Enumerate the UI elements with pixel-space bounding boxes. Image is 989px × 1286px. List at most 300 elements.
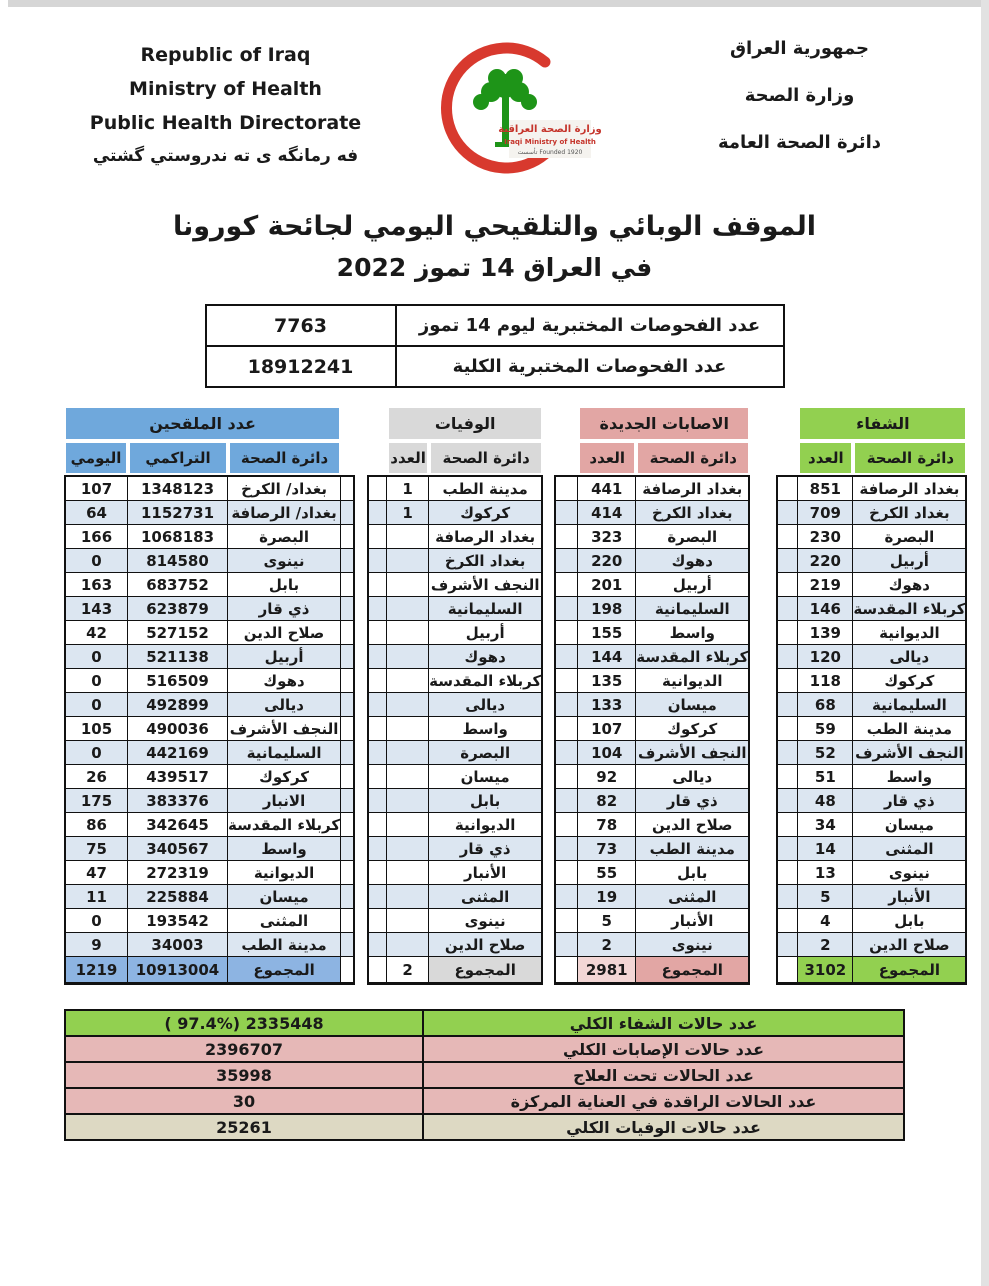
spacer-cell: [367, 441, 387, 475]
directorate-name: بغداد الرصافة: [429, 525, 543, 549]
column-header-daily: اليومي: [64, 441, 128, 475]
spacer-cell: [367, 645, 387, 669]
cumulative-count: 383376: [128, 789, 228, 813]
header-line-kurdish: فه رمانگه ى ته ندروستي گشتي: [92, 146, 359, 166]
cumulative-count: 1068183: [128, 525, 228, 549]
spacer-cell: [367, 837, 387, 861]
spacer-cell: [341, 693, 355, 717]
lab-tests-table: [205, 304, 785, 388]
recovered-count: 851: [798, 475, 853, 501]
directorate-name: ديالى: [228, 693, 341, 717]
directorate-name: الأنبار: [429, 861, 543, 885]
spacer-cell: [367, 813, 387, 837]
new-cases-count: 323: [578, 525, 636, 549]
column-header-count: العدد: [798, 441, 853, 475]
total-label: المجموع: [853, 957, 967, 985]
recovered-count: 13: [798, 861, 853, 885]
spacer-cell: [554, 621, 578, 645]
recovered-row: [776, 669, 967, 693]
deaths-row: [367, 837, 543, 861]
deaths-count: [387, 813, 429, 837]
vaccinated-row: [64, 741, 355, 765]
directorate-name: ميسان: [228, 885, 341, 909]
spacer-cell: [341, 525, 355, 549]
lab-tests-row: [206, 346, 784, 387]
daily-count: 0: [64, 909, 128, 933]
spacer-cell: [554, 741, 578, 765]
column-header-directorate: دائرة الصحة: [228, 441, 341, 475]
directorate-name: ديالى: [636, 765, 750, 789]
directorate-name: واسط: [228, 837, 341, 861]
deaths-row: [367, 621, 543, 645]
spacer-cell: [341, 475, 355, 501]
new-cases-count: 201: [578, 573, 636, 597]
recovered-count: 709: [798, 501, 853, 525]
directorate-name: الديوانية: [636, 669, 750, 693]
new-cases-row: [554, 885, 750, 909]
recovered-row: [776, 813, 967, 837]
spacer-cell: [776, 475, 798, 501]
directorate-name: النجف الأشرف: [853, 741, 967, 765]
summary-value: 2396707: [65, 1036, 423, 1062]
directorate-name: أربيل: [636, 573, 750, 597]
summary-value: 35998: [65, 1062, 423, 1088]
vaccinated-row: [64, 909, 355, 933]
daily-count: 166: [64, 525, 128, 549]
deaths-count: [387, 885, 429, 909]
new-cases-count: 5: [578, 909, 636, 933]
spacer-cell: [776, 741, 798, 765]
total-label: المجموع: [429, 957, 543, 985]
spacer-cell: [776, 645, 798, 669]
cumulative-count: 623879: [128, 597, 228, 621]
directorate-name: دهوك: [853, 573, 967, 597]
spacer-cell: [776, 621, 798, 645]
new-cases-row: [554, 501, 750, 525]
deaths-row: [367, 885, 543, 909]
logo-founded-text: تأسست Founded 1920: [517, 149, 583, 156]
deaths-row: [367, 597, 543, 621]
recovered-row: [776, 861, 967, 885]
recovered-row: [776, 717, 967, 741]
directorate-name: نينوى: [636, 933, 750, 957]
spacer-cell: [554, 525, 578, 549]
summary-value: 25261: [65, 1114, 423, 1140]
directorate-name: كركوك: [636, 717, 750, 741]
report-header: [0, 0, 989, 198]
deaths-row: [367, 501, 543, 525]
recovered-count: 68: [798, 693, 853, 717]
cumulative-count: 516509: [128, 669, 228, 693]
directorate-name: الأنبار: [636, 909, 750, 933]
spacer-cell: [554, 789, 578, 813]
directorate-name: مدينة الطب: [853, 717, 967, 741]
directorate-name: بغداد/ الرصافة: [228, 501, 341, 525]
spacer-cell: [367, 597, 387, 621]
spacer-cell: [341, 669, 355, 693]
new-cases-count: 55: [578, 861, 636, 885]
directorate-name: كربلاء المقدسة: [853, 597, 967, 621]
directorate-name: كركوك: [228, 765, 341, 789]
recovered-count: 139: [798, 621, 853, 645]
summary-row: [65, 1114, 904, 1140]
lab-tests-label: عدد الفحوصات المختبرية ليوم 14 تموز: [396, 305, 784, 346]
spacer-cell: [341, 597, 355, 621]
spacer-cell: [341, 861, 355, 885]
spacer-cell: [554, 717, 578, 741]
daily-count: 175: [64, 789, 128, 813]
vaccinated-row: [64, 885, 355, 909]
vaccinated-row: [64, 861, 355, 885]
directorate-name: ميسان: [429, 765, 543, 789]
directorate-name: المثنى: [853, 837, 967, 861]
spacer-cell: [367, 693, 387, 717]
cumulative-count: 442169: [128, 741, 228, 765]
cumulative-count: 683752: [128, 573, 228, 597]
deaths-column-headers: [367, 441, 543, 475]
spacer-cell: [341, 441, 355, 475]
recovered-total-row: [776, 957, 967, 985]
recovered-count: 146: [798, 597, 853, 621]
directorate-name: كربلاء المقدسة: [228, 813, 341, 837]
spacer-cell: [367, 501, 387, 525]
directorate-name: النجف الأشرف: [228, 717, 341, 741]
spacer-cell: [554, 837, 578, 861]
deaths-count: [387, 741, 429, 765]
spacer-cell: [367, 789, 387, 813]
spacer-cell: [367, 549, 387, 573]
summary-label: عدد الحالات تحت العلاج: [423, 1062, 904, 1088]
summary-row: [65, 1036, 904, 1062]
directorate-name: السليمانية: [228, 741, 341, 765]
spacer-cell: [776, 717, 798, 741]
vaccinated-row: [64, 717, 355, 741]
spacer-cell: [776, 501, 798, 525]
cumulative-count: 521138: [128, 645, 228, 669]
summary-row: [65, 1062, 904, 1088]
summary-label: عدد حالات الإصابات الكلي: [423, 1036, 904, 1062]
vaccinated-column-headers: [64, 441, 355, 475]
vaccinated-row: [64, 525, 355, 549]
directorate-name: البصرة: [228, 525, 341, 549]
new-cases-count: 2: [578, 933, 636, 957]
new-cases-row: [554, 549, 750, 573]
new-cases-count: 133: [578, 693, 636, 717]
daily-count: 11: [64, 885, 128, 909]
recovered-row: [776, 549, 967, 573]
directorate-name: السليمانية: [636, 597, 750, 621]
spacer-cell: [776, 813, 798, 837]
vaccinated-row: [64, 813, 355, 837]
cumulative-count: 1348123: [128, 475, 228, 501]
directorate-name: دهوك: [228, 669, 341, 693]
new-cases-count: 92: [578, 765, 636, 789]
deaths-row: [367, 573, 543, 597]
new-cases-count: 414: [578, 501, 636, 525]
directorate-name: صلاح الدين: [853, 933, 967, 957]
cumulative-count: 1152731: [128, 501, 228, 525]
spacer-cell: [367, 741, 387, 765]
vaccinated-row: [64, 573, 355, 597]
total-recovered-count: 3102: [798, 957, 853, 985]
spacer-cell: [776, 525, 798, 549]
recovered-count: 219: [798, 573, 853, 597]
deaths-count: [387, 573, 429, 597]
lab-tests-value: 18912241: [206, 346, 396, 387]
directorate-name: نينوى: [228, 549, 341, 573]
deaths-row: [367, 789, 543, 813]
spacer-cell: [776, 765, 798, 789]
recovered-count: 52: [798, 741, 853, 765]
directorate-name: الأنبار: [853, 885, 967, 909]
vaccinated-table-title: عدد الملقحين: [64, 406, 341, 441]
daily-count: 0: [64, 741, 128, 765]
vaccinated-row: [64, 933, 355, 957]
daily-count: 64: [64, 501, 128, 525]
vaccinated-table: [64, 406, 355, 985]
column-header-directorate: دائرة الصحة: [429, 441, 543, 475]
logo-arabic-name: وزارة الصحة العراقية: [498, 124, 602, 135]
spacer-cell: [554, 475, 578, 501]
deaths-count: [387, 669, 429, 693]
directorate-name: بغداد الرصافة: [853, 475, 967, 501]
directorate-name: نينوى: [853, 861, 967, 885]
new-cases-row: [554, 475, 750, 501]
deaths-row: [367, 717, 543, 741]
deaths-row: [367, 525, 543, 549]
daily-count: 0: [64, 549, 128, 573]
summary-value: ( 97.4%) 2335448: [65, 1010, 423, 1036]
header-line-arabic: وزارة الصحة: [744, 85, 855, 106]
spacer-cell: [554, 693, 578, 717]
spacer-cell: [341, 549, 355, 573]
header-english-block: [38, 38, 413, 172]
recovered-count: 230: [798, 525, 853, 549]
new-cases-row: [554, 573, 750, 597]
header-line-english: Ministry of Health: [129, 78, 322, 100]
header-arabic-block: [672, 38, 927, 179]
new-cases-row: [554, 861, 750, 885]
cumulative-count: 34003: [128, 933, 228, 957]
spacer-cell: [367, 885, 387, 909]
recovered-table: [776, 406, 967, 985]
new-cases-count: 198: [578, 597, 636, 621]
spacer-cell: [341, 813, 355, 837]
deaths-count: [387, 861, 429, 885]
cumulative-count: 193542: [128, 909, 228, 933]
spacer-cell: [554, 645, 578, 669]
total-deaths-count: 2: [387, 957, 429, 985]
spacer-cell: [554, 573, 578, 597]
new-cases-row: [554, 693, 750, 717]
spacer-cell: [367, 909, 387, 933]
recovered-count: 51: [798, 765, 853, 789]
spacer-cell: [554, 501, 578, 525]
vaccinated-row: [64, 837, 355, 861]
directorate-name: ذي قار: [228, 597, 341, 621]
vaccinated-row: [64, 693, 355, 717]
total-new-cases-count: 2981: [578, 957, 636, 985]
directorate-name: كربلاء المقدسة: [636, 645, 750, 669]
spacer-cell: [776, 549, 798, 573]
recovered-row: [776, 741, 967, 765]
recovered-count: 5: [798, 885, 853, 909]
directorate-name: النجف الأشرف: [429, 573, 543, 597]
directorate-name: المثنى: [429, 885, 543, 909]
directorate-name: بغداد/ الكرخ: [228, 475, 341, 501]
new-cases-row: [554, 789, 750, 813]
recovered-count: 4: [798, 909, 853, 933]
recovered-row: [776, 525, 967, 549]
column-header-directorate: دائرة الصحة: [636, 441, 750, 475]
deaths-row: [367, 669, 543, 693]
spacer-cell: [341, 573, 355, 597]
directorate-name: مدينة الطب: [429, 475, 543, 501]
deaths-count: [387, 621, 429, 645]
directorate-name: واسط: [429, 717, 543, 741]
directorate-name: كركوك: [853, 669, 967, 693]
summary-row: [65, 1088, 904, 1114]
cumulative-count: 490036: [128, 717, 228, 741]
deaths-count: [387, 525, 429, 549]
daily-count: 47: [64, 861, 128, 885]
new-cases-row: [554, 717, 750, 741]
directorate-name: ذي قار: [636, 789, 750, 813]
header-line-english: Public Health Directorate: [89, 112, 362, 134]
new-cases-row: [554, 909, 750, 933]
spacer-cell: [341, 885, 355, 909]
recovered-row: [776, 621, 967, 645]
vaccinated-table-header: [64, 406, 355, 441]
ministry-logo: [413, 26, 613, 198]
deaths-count: [387, 837, 429, 861]
spacer-cell: [341, 741, 355, 765]
directorate-name: صلاح الدين: [429, 933, 543, 957]
directorate-name: كربلاء المقدسة: [429, 669, 543, 693]
directorate-name: أربيل: [228, 645, 341, 669]
recovered-row: [776, 597, 967, 621]
directorate-name: البصرة: [429, 741, 543, 765]
recovered-table-header: [776, 406, 967, 441]
daily-count: 0: [64, 645, 128, 669]
directorate-name: ديالى: [853, 645, 967, 669]
new-cases-row: [554, 741, 750, 765]
vaccinated-row: [64, 549, 355, 573]
summary-row: [65, 1010, 904, 1036]
cumulative-count: 492899: [128, 693, 228, 717]
deaths-row: [367, 861, 543, 885]
directorate-name: مدينة الطب: [228, 933, 341, 957]
directorate-name: النجف الأشرف: [636, 741, 750, 765]
summary-table: [64, 1009, 905, 1141]
recovered-count: 59: [798, 717, 853, 741]
directorate-name: بغداد الكرخ: [429, 549, 543, 573]
deaths-row: [367, 909, 543, 933]
vaccinated-row: [64, 501, 355, 525]
directorate-name: الديوانية: [429, 813, 543, 837]
spacer-cell: [776, 861, 798, 885]
vaccinated-row: [64, 789, 355, 813]
spacer-cell: [367, 621, 387, 645]
new-cases-column-headers: [554, 441, 750, 475]
new-cases-row: [554, 597, 750, 621]
recovered-row: [776, 789, 967, 813]
province-tables: [64, 406, 989, 985]
deaths-row: [367, 741, 543, 765]
recovered-row: [776, 693, 967, 717]
spacer-cell: [341, 957, 355, 985]
new-cases-row: [554, 933, 750, 957]
deaths-count: [387, 693, 429, 717]
spacer-cell: [367, 717, 387, 741]
spacer-cell: [776, 441, 798, 475]
directorate-name: أربيل: [429, 621, 543, 645]
spacer-cell: [341, 406, 355, 441]
ministry-logo-graphic: [413, 26, 613, 194]
spacer-cell: [341, 933, 355, 957]
deaths-row: [367, 765, 543, 789]
spacer-cell: [776, 789, 798, 813]
spacer-cell: [367, 475, 387, 501]
directorate-name: السليمانية: [853, 693, 967, 717]
spacer-cell: [341, 717, 355, 741]
summary-label: عدد حالات الشفاء الكلي: [423, 1010, 904, 1036]
deaths-row: [367, 549, 543, 573]
spacer-cell: [776, 669, 798, 693]
spacer-cell: [554, 861, 578, 885]
spacer-cell: [367, 406, 387, 441]
directorate-name: صلاح الدين: [636, 813, 750, 837]
deaths-count: [387, 909, 429, 933]
daily-count: 143: [64, 597, 128, 621]
directorate-name: صلاح الدين: [228, 621, 341, 645]
recovered-count: 120: [798, 645, 853, 669]
spacer-cell: [367, 957, 387, 985]
directorate-name: نينوى: [429, 909, 543, 933]
directorate-name: المثنى: [228, 909, 341, 933]
spacer-cell: [367, 669, 387, 693]
spacer-cell: [341, 621, 355, 645]
spacer-cell: [367, 765, 387, 789]
vaccinated-row: [64, 669, 355, 693]
report-title-line2: في العراق 14 تموز 2022: [336, 253, 653, 282]
recovered-row: [776, 501, 967, 525]
daily-count: 42: [64, 621, 128, 645]
new-cases-count: 107: [578, 717, 636, 741]
spacer-cell: [554, 909, 578, 933]
total-label: المجموع: [636, 957, 750, 985]
directorate-name: كركوك: [429, 501, 543, 525]
lab-tests-value: 7763: [206, 305, 396, 346]
daily-count: 0: [64, 669, 128, 693]
spacer-cell: [367, 933, 387, 957]
new-cases-count: 19: [578, 885, 636, 909]
deaths-count: [387, 597, 429, 621]
spacer-cell: [776, 573, 798, 597]
logo-english-name: Iraqi Ministry of Health: [504, 138, 596, 146]
spacer-cell: [554, 549, 578, 573]
new-cases-count: 144: [578, 645, 636, 669]
vaccinated-row: [64, 597, 355, 621]
deaths-table: [367, 406, 543, 985]
cumulative-count: 814580: [128, 549, 228, 573]
deaths-table-header: [367, 406, 543, 441]
daily-count: 75: [64, 837, 128, 861]
spacer-cell: [776, 597, 798, 621]
spacer-cell: [554, 885, 578, 909]
deaths-total-row: [367, 957, 543, 985]
total-cumulative-count: 10913004: [128, 957, 228, 985]
